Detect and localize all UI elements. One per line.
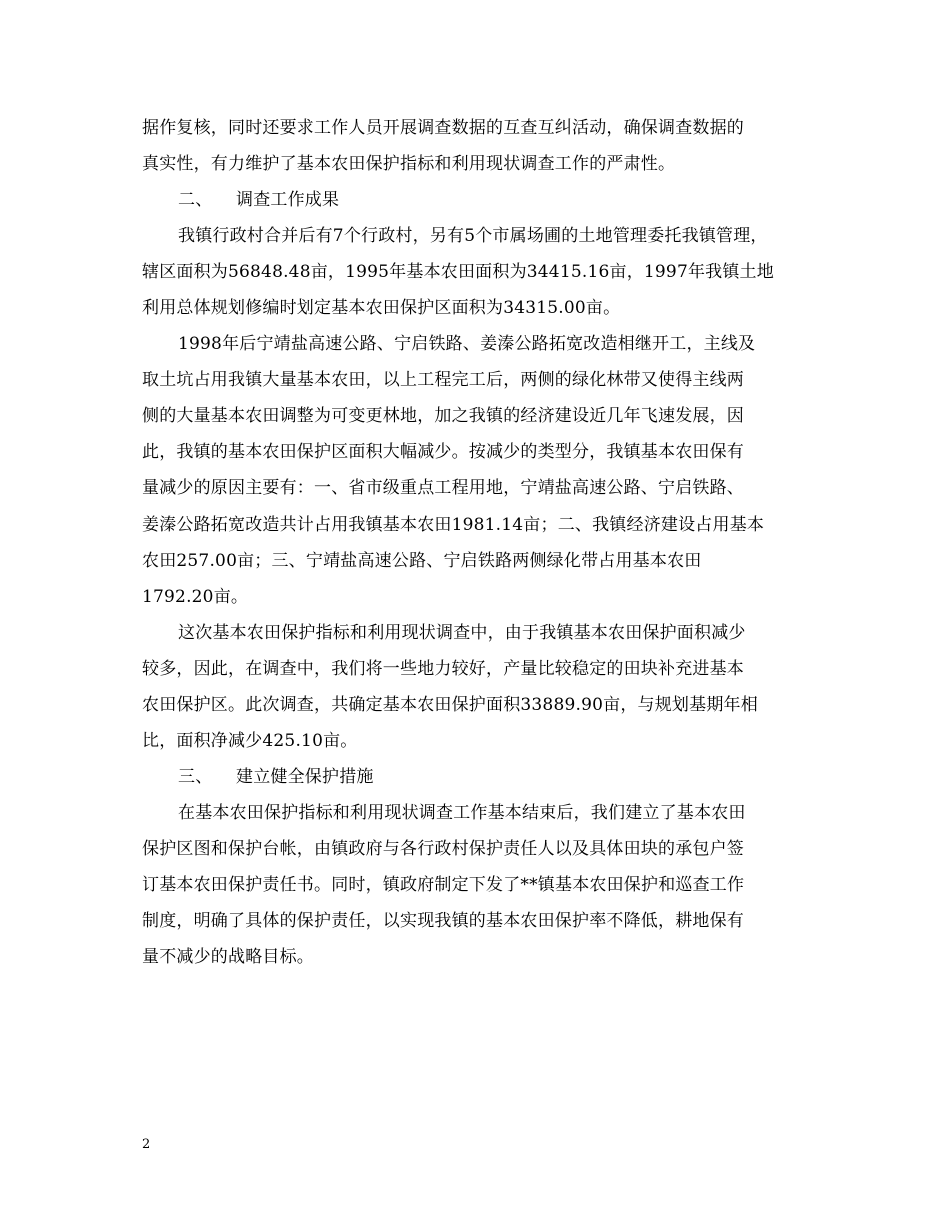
paragraph-line: 辖区面积为56848.48亩，1995年基本农田面积为34415.16亩，1997年我镇土地 — [142, 262, 774, 283]
paragraph-line: 真实性，有力维护了基本农田保护指标和利用现状调查工作的严肃性。 — [142, 154, 676, 175]
section-number: 二、 — [178, 190, 213, 211]
section-number: 三、 — [178, 766, 213, 787]
paragraph-line: 制度，明确了具体的保护责任，以实现我镇的基本农田保护率不降低，耕地保有 — [142, 911, 744, 932]
section-heading — [142, 191, 822, 210]
paragraph-line: 比，面积净减少425.10亩。 — [142, 730, 358, 751]
paragraph-line: 较多，因此，在调查中，我们将一些地力较好，产量比较稳定的田块补充进基本 — [142, 658, 744, 679]
paragraph-line: 利用总体规划修编时划定基本农田保护区面积为34315.00亩。 — [142, 298, 621, 319]
paragraph-line: 1998年后宁靖盐高速公路、宁启铁路、姜溱公路拓宽改造相继开工，主线及 — [178, 334, 756, 355]
section-title: 建立健全保护措施 — [236, 766, 374, 787]
paragraph-line: 取土坑占用我镇大量基本农田，以上工程完工后，两侧的绿化林带又使得主线两 — [142, 370, 744, 391]
paragraph-line: 订基本农田保护责任书。同时，镇政府制定下发了**镇基本农田保护和巡查工作 — [142, 874, 745, 895]
paragraph-line: 此，我镇的基本农田保护区面积大幅减少。按减少的类型分，我镇基本农田保有 — [142, 442, 744, 463]
paragraph-line: 保护区图和保护台帐，由镇政府与各行政村保护责任人以及具体田块的承包户签 — [142, 838, 744, 859]
paragraph-line: 量减少的原因主要有：一、省市级重点工程用地，宁靖盐高速公路、宁启铁路、 — [142, 478, 744, 499]
paragraph-line: 在基本农田保护指标和利用现状调查工作基本结束后，我们建立了基本农田 — [178, 802, 746, 823]
section-heading — [142, 768, 822, 787]
section-title: 调查工作成果 — [236, 190, 340, 211]
page-number: 2 — [142, 1137, 151, 1152]
paragraph-line: 侧的大量基本农田调整为可变更林地，加之我镇的经济建设近几年飞速发展，因 — [142, 406, 744, 427]
document-body — [142, 119, 822, 984]
paragraph-line: 农田257.00亩；三、宁靖盐高速公路、宁启铁路两侧绿化带占用基本农田 — [142, 550, 702, 571]
paragraph-line: 1792.20亩。 — [142, 586, 249, 607]
paragraph-line: 农田保护区。此次调查，共确定基本农田保护面积33889.90亩，与规划基期年相 — [142, 694, 758, 715]
paragraph-line: 据作复核，同时还要求工作人员开展调查数据的互查互纠活动，确保调查数据的 — [142, 118, 744, 138]
paragraph-line: 姜溱公路拓宽改造共计占用我镇基本农田1981.14亩；二、我镇经济建设占用基本 — [142, 514, 765, 535]
paragraph-line: 我镇行政村合并后有7个行政村，另有5个市属场圃的土地管理委托我镇管理， — [178, 226, 768, 247]
paragraph-line: 这次基本农田保护指标和利用现状调查中，由于我镇基本农田保护面积减少 — [178, 622, 746, 643]
paragraph-line: 量不减少的战略目标。 — [142, 947, 314, 968]
